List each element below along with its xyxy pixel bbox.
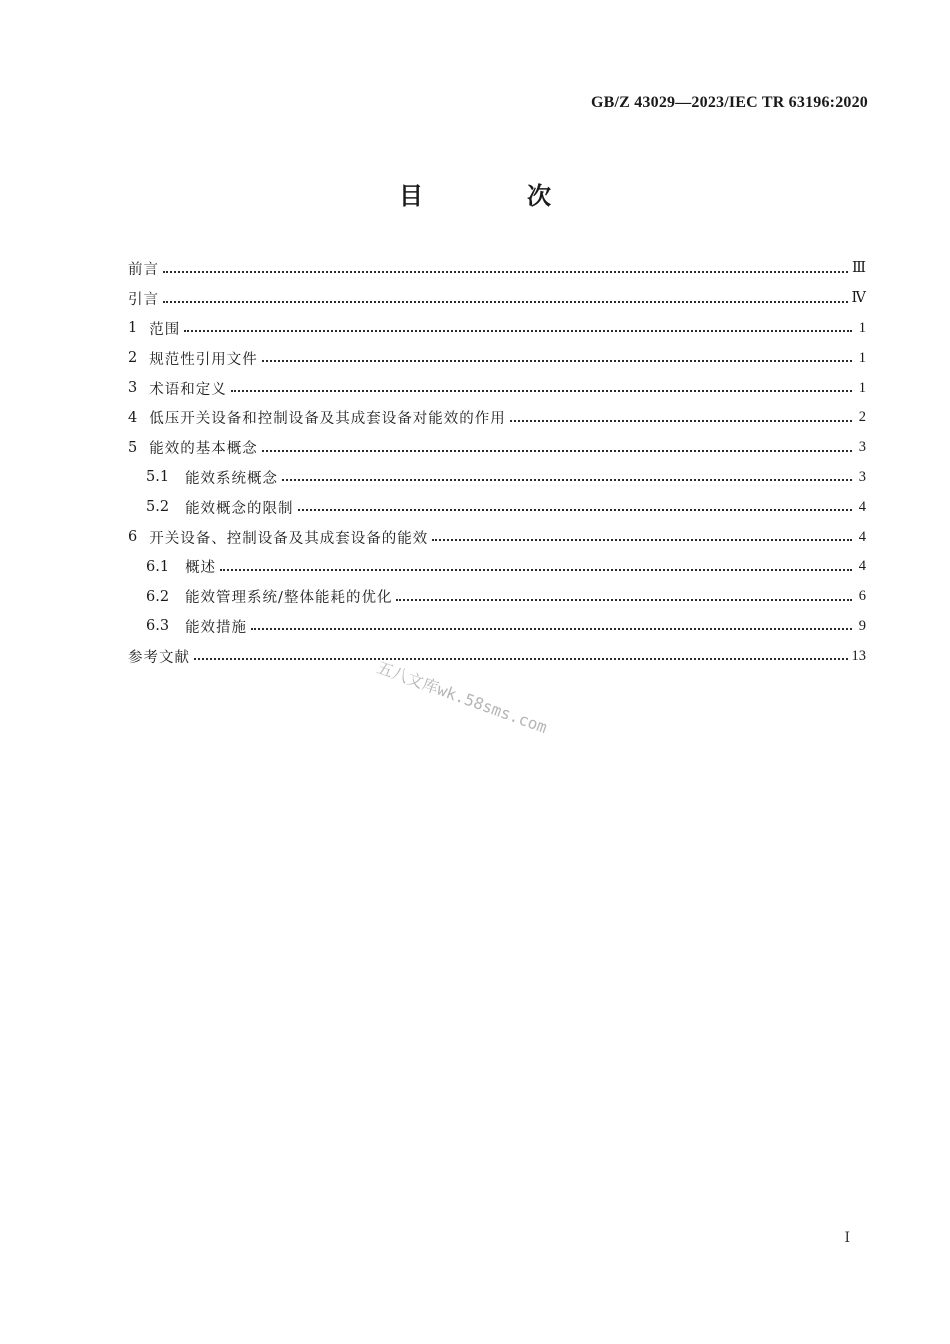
- toc-entry-number: 6.1: [146, 558, 170, 575]
- toc-entry[interactable]: [128, 522, 866, 552]
- toc-entry-page: 2: [858, 409, 866, 426]
- toc-entry-title: 低压开关设备和控制设备及其成套设备对能效的作用: [149, 411, 506, 428]
- toc-entry-title: 引言: [128, 292, 159, 309]
- toc-entry-number: 3: [128, 380, 138, 397]
- toc-leader-dots: [510, 420, 852, 422]
- toc-leader-dots: [163, 271, 848, 273]
- toc-entry-page: 1: [858, 319, 866, 336]
- table-of-contents: [128, 254, 866, 671]
- toc-entry[interactable]: [128, 641, 866, 671]
- toc-entry-number: 5.1: [146, 469, 170, 486]
- toc-leader-dots: [282, 479, 852, 481]
- toc-entry-page: 3: [858, 439, 866, 456]
- toc-leader-dots: [432, 539, 852, 541]
- watermark: 五八文库wk.58sms.com: [374, 657, 550, 738]
- toc-entry[interactable]: [128, 254, 866, 284]
- toc-leader-dots: [163, 301, 848, 303]
- toc-entry-page: Ⅳ: [851, 290, 866, 307]
- toc-entry-number: 6: [128, 529, 138, 546]
- toc-entry-number: 2: [128, 350, 138, 367]
- page-title: 目 次: [399, 181, 591, 210]
- toc-subentry[interactable]: [128, 463, 866, 493]
- page-number: I: [844, 1230, 850, 1246]
- toc-leader-dots: [396, 599, 852, 601]
- toc-entry-title: 能效的基本概念: [149, 441, 258, 458]
- toc-leader-dots: [220, 569, 852, 571]
- toc-entry-number: 5: [128, 439, 138, 456]
- toc-entry-title: 前言: [128, 262, 159, 279]
- toc-subentry[interactable]: [128, 612, 866, 642]
- toc-entry-page: 1: [858, 349, 866, 366]
- standard-code: GB/Z 43029—2023/IEC TR 63196:2020: [591, 94, 868, 111]
- toc-entry[interactable]: [128, 284, 866, 314]
- toc-entry-number: 5.2: [146, 499, 170, 516]
- toc-entry-title: 能效概念的限制: [185, 500, 294, 517]
- toc-leader-dots: [298, 509, 852, 511]
- toc-entry-title: 规范性引用文件: [149, 351, 258, 368]
- toc-entry-title: 术语和定义: [149, 381, 227, 398]
- toc-entry-title: 范围: [149, 321, 181, 338]
- toc-entry-page: Ⅲ: [852, 260, 866, 277]
- toc-entry-title: 能效措施: [185, 619, 248, 636]
- toc-leader-dots: [262, 450, 852, 452]
- toc-subentry[interactable]: [128, 492, 866, 522]
- toc-entry-number: 6.2: [146, 588, 170, 605]
- toc-entry-title: 能效系统概念: [185, 470, 279, 487]
- toc-entry-number: 1: [128, 320, 138, 337]
- toc-entry[interactable]: [128, 343, 866, 373]
- toc-entry[interactable]: [128, 373, 866, 403]
- toc-entry-page: 1: [858, 379, 866, 396]
- toc-leader-dots: [262, 360, 852, 362]
- toc-entry-number: 4: [128, 409, 138, 426]
- toc-entry[interactable]: [128, 433, 866, 463]
- toc-leader-dots: [231, 390, 852, 392]
- toc-entry-title: 参考文献: [128, 649, 190, 666]
- toc-entry-title: 开关设备、控制设备及其成套设备的能效: [149, 530, 429, 547]
- toc-leader-dots: [194, 658, 848, 660]
- toc-entry-page: 9: [858, 617, 866, 634]
- toc-entry-page: 6: [858, 588, 866, 605]
- toc-entry-page: 13: [851, 647, 866, 664]
- toc-leader-dots: [184, 330, 852, 332]
- toc-subentry[interactable]: [128, 582, 866, 612]
- toc-leader-dots: [251, 628, 852, 630]
- toc-entry-page: 4: [858, 498, 866, 515]
- toc-entry[interactable]: [128, 314, 866, 344]
- toc-entry-page: 4: [858, 528, 866, 545]
- toc-entry-page: 3: [858, 468, 866, 485]
- toc-entry-title: 能效管理系统/整体能耗的优化: [185, 590, 393, 607]
- toc-entry[interactable]: [128, 403, 866, 433]
- toc-entry-page: 4: [858, 558, 866, 575]
- toc-subentry[interactable]: [128, 552, 866, 582]
- toc-entry-number: 6.3: [146, 618, 170, 635]
- toc-entry-title: 概述: [185, 560, 217, 577]
